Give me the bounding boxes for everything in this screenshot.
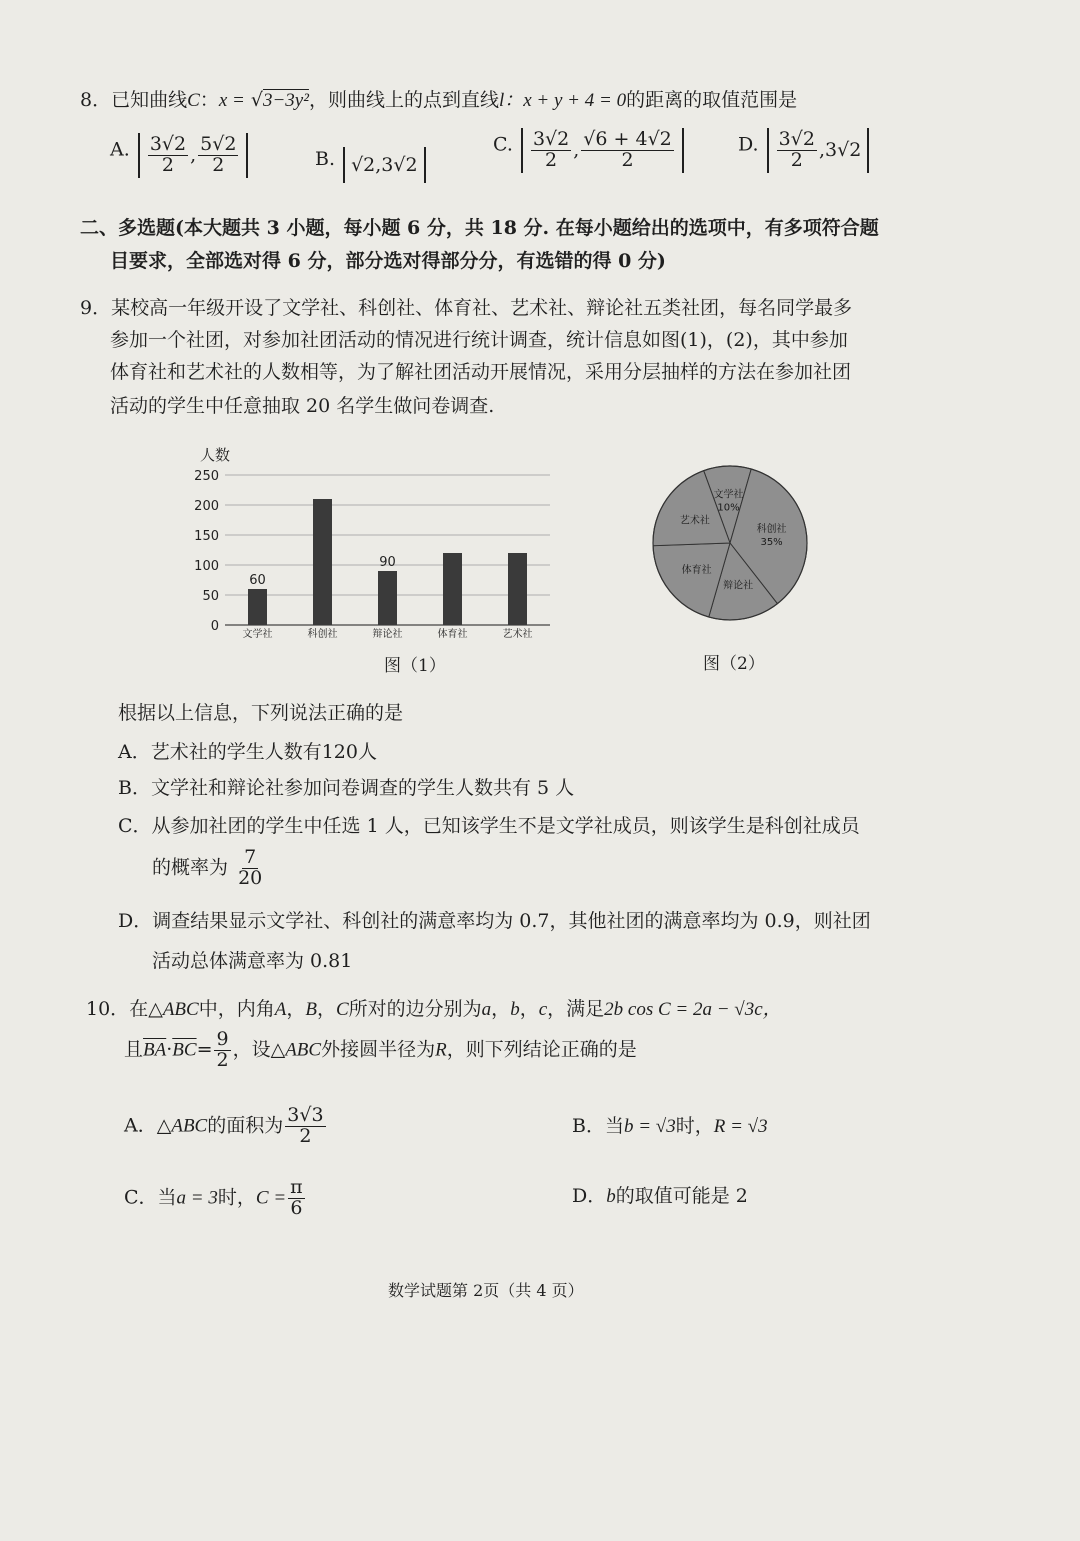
y-tick-label: 150 [194,529,219,544]
pie-slice-label: 艺术社 [679,515,710,527]
bar-3 [443,553,462,625]
bar-4 [508,553,527,625]
q10-option-a: A．△ABC的面积为 $\frac{3√3}{2}$ [124,1104,324,1147]
q9-option-c-line1: C．从参加社团的学生中任选 1 人，已知该学生不是文学社成员，则该学生是科创社成员 [118,815,860,837]
pie-slice-label: 文学社 [713,489,744,501]
q9-option-b: B．文学社和辩论社参加问卷调查的学生人数共有 5 人 [118,777,575,799]
bar-1 [313,499,332,625]
pie-slice-label: 辩论社 [723,580,754,592]
fig2-caption: 图（2） [703,654,765,674]
q9-option-a: A．艺术社的学生人数有120人 [118,741,377,763]
q8-option-d: D. $\frac{3√2}{2}$ ,3√2 [738,128,871,173]
bar-0 [248,589,267,625]
q8-option-b: B. √2,3√2 [315,143,428,183]
x-category-label: 辩论社 [372,629,403,640]
q10-option-c: C．当a = 3时，C = $\frac{\pi}{6}$ [124,1176,303,1219]
bar-2 [378,571,397,625]
section2-header-line2: 目要求，全部选对得 6 分，部分选对得部分分，有选错的得 0 分) [110,250,666,272]
page-footer: 数学试题第 2页（共 4 页） [388,1281,584,1300]
q9-line1: 9．某校高一年级开设了文学社、科创社、体育社、艺术社、辩论社五类社团，每名同学最多 [80,297,853,319]
q9-option-d-line2: 活动总体满意率为 0.81 [152,950,353,972]
q8-number: 8． [80,89,112,111]
q9-line2: 参加一个社团，对参加社团活动的情况进行统计调查，统计信息如图(1)，(2)，其中参加 [110,329,848,351]
fig1-caption: 图（1） [384,656,446,676]
y-tick-label: 250 [194,469,219,484]
q8-option-a: A. $\frac{3√2}{2}$ , $\frac{5√2}{2}$ [110,133,250,178]
q9-stem: 根据以上信息，下列说法正确的是 [118,702,404,724]
x-category-label: 艺术社 [502,629,533,640]
q10-line2: 且$\overline{BA}\cdot\overline{BC}=$ $\frac{9}{2}$ ，设△ABC外接圆半径为R，则下列结论正确的是 [124,1028,637,1071]
y-tick-label: 0 [210,619,219,634]
q9-option-c-line2: 的概率为 $\frac{7}{20}$ [152,846,263,889]
bar-value-label: 60 [249,573,266,588]
q8-option-c: C. $\frac{3√2}{2}$ , $\frac{√6 + 4√2}{2}$ [493,128,686,173]
fig1-bar-chart [180,440,570,650]
y-tick-label: 200 [194,499,219,514]
x-category-label: 科创社 [307,629,338,640]
q10-line1: 10．在△ABC中，内角A，B，C所对的边分别为a，b，c，满足2b cos C = 2a − √3c， [86,998,782,1020]
q9-line3: 体育社和艺术社的人数相等，为了解社团活动开展情况，采用分层抽样的方法在参加社团 [110,361,852,383]
q10-option-b: B．当b = √3时，R = √3 [572,1115,768,1137]
q9-line4: 活动的学生中任意抽取 20 名学生做问卷调查. [110,395,495,417]
x-category-label: 文学社 [242,629,273,640]
y-tick-label: 100 [194,559,219,574]
radical: √3−3y² [250,89,309,111]
q10-option-d: D．b的取值可能是 2 [572,1185,748,1207]
x-category-label: 体育社 [437,629,468,640]
q9-option-d-line1: D．调查结果显示文学社、科创社的满意率均为 0.7，其他社团的满意率均为 0.9，则社团 [118,910,871,932]
bar-value-label: 90 [379,555,396,570]
y-tick-label: 50 [202,589,219,604]
section2-header-line1: 二、多选题(本大题共 3 小题，每小题 6 分，共 18 分. 在每小题给出的选项中，有多项符合题 [80,217,879,239]
q8-stem: 8．已知曲线C：x = √3−3y²，则曲线上的点到直线l：x + y + 4 = 0的距离的取值范围是 [80,89,798,111]
pie-slice-label: 体育社 [681,565,712,577]
pie-slice-percent: 35% [760,536,783,548]
fig2-pie-chart [620,465,840,645]
pie-slice-label: 科创社 [756,523,787,535]
pie-slice-percent: 10% [717,502,740,514]
fig1-ylabel: 人数 [200,446,231,464]
